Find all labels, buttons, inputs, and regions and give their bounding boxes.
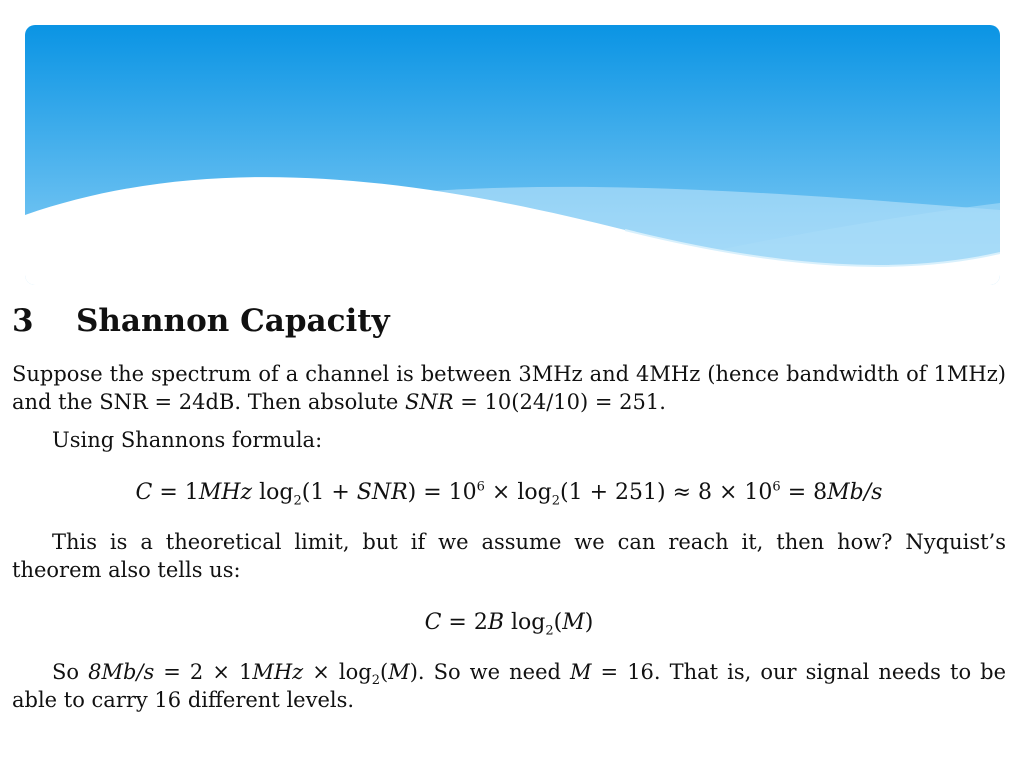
- eq1-sup1: 6: [476, 479, 485, 495]
- paragraph-conclusion: [12, 658, 1006, 714]
- p4-sub: 2: [371, 673, 380, 689]
- eq1-part-c: (1 +: [301, 480, 357, 505]
- eq1-part-f: (1 + 251) ≈ 8 × 10: [560, 480, 773, 505]
- document-body: [12, 296, 1006, 714]
- p4-d: (: [379, 660, 389, 684]
- header-banner: [25, 25, 1000, 285]
- paragraph-nyquist: This is a theoretical limit, but if we assume we can reach it, then how? Nyquist’s theorem also tells us:: [12, 530, 1006, 582]
- paragraph-intro-result: = 10(24/10) = 251.: [453, 390, 666, 414]
- eq2-close: ): [584, 610, 594, 635]
- eq2-b: B: [487, 610, 505, 635]
- section-heading: [12, 296, 1006, 346]
- eq2-log: log: [504, 610, 546, 635]
- paragraph-intro-text: Suppose the spectrum of a channel is between 3MHz and 4MHz (hence bandwidth of 1MHz) and the SNR = 24dB. Then absolute: [12, 362, 1006, 414]
- eq2-c: C: [424, 610, 442, 635]
- eq1-snr: SNR: [356, 480, 408, 505]
- p4-b: = 2 × 1: [154, 660, 253, 684]
- p4-mhz: MHz: [252, 660, 304, 684]
- nyquist-equation: [12, 608, 1006, 638]
- section-number: 3: [12, 303, 34, 339]
- eq1-sup2: 6: [772, 479, 781, 495]
- paragraph-formula-intro: Using Shannons formula:: [52, 428, 323, 452]
- eq1-part-g: = 8: [780, 480, 828, 505]
- eq1-mhz: MHz: [198, 480, 253, 505]
- p4-e: ). So we need: [409, 660, 570, 684]
- eq2-sub: 2: [545, 623, 554, 639]
- p4-f: = 16. That is, our signal needs to be able to carry 16 different levels.: [12, 660, 1006, 712]
- eq2-m: M: [562, 610, 585, 635]
- p4-rate: 8Mb/s: [88, 660, 155, 684]
- p4-a: So: [52, 660, 89, 684]
- snr-variable: SNR: [405, 390, 454, 414]
- shannon-equation: [12, 478, 1006, 508]
- eq1-part-e: × log: [484, 480, 552, 505]
- section-title: Shannon Capacity: [76, 303, 390, 339]
- p4-m2: M: [570, 660, 592, 684]
- p4-log: × log: [303, 660, 372, 684]
- eq1-sub2: 2: [551, 493, 561, 509]
- p4-m: M: [388, 660, 410, 684]
- eq1-part-a: = 1: [152, 480, 199, 505]
- eq2-part-a: = 2: [441, 610, 488, 635]
- eq1-c: C: [135, 480, 153, 505]
- eq1-part-d: ) = 10: [407, 480, 477, 505]
- eq2-open: (: [553, 610, 563, 635]
- paragraph-intro: [12, 360, 1006, 416]
- eq1-log: log: [252, 480, 294, 505]
- eq1-sub1: 2: [293, 493, 302, 509]
- eq1-rate: Mb/s: [827, 480, 883, 505]
